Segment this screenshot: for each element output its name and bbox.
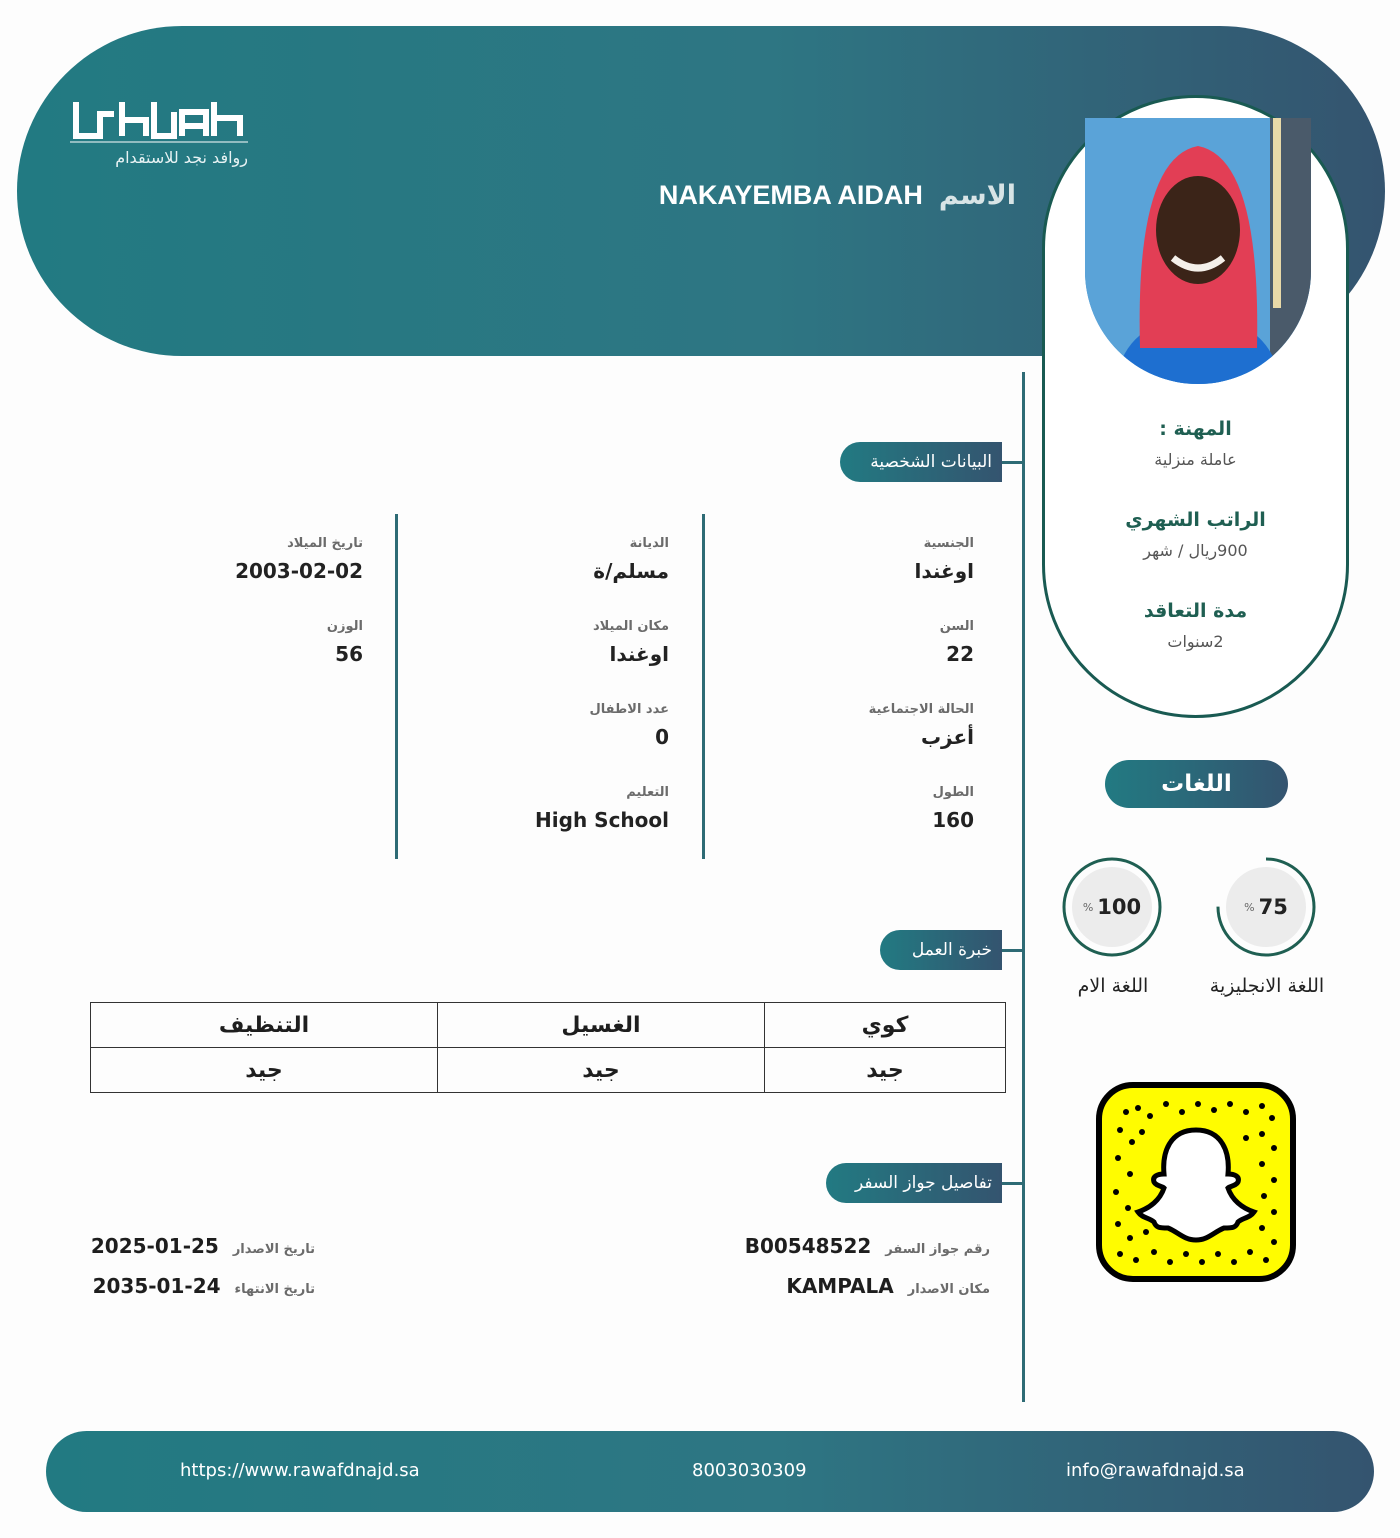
passport-expiry-value: 2035-01-24 xyxy=(92,1274,221,1298)
birthplace-field xyxy=(593,619,669,666)
education-value: High School xyxy=(535,808,669,832)
candidate-name: NAKAYEMBA AIDAH xyxy=(658,180,923,210)
footer-band xyxy=(46,1431,1374,1512)
nationality-label: الجنسية xyxy=(923,536,974,551)
profession-value: عاملة منزلية xyxy=(1154,450,1237,469)
section-experience-title: خبرة العمل xyxy=(880,930,1002,970)
contract-field xyxy=(1045,600,1346,651)
children-value: 0 xyxy=(655,725,669,749)
marital-value: أعزب xyxy=(920,725,974,749)
dob-label: تاريخ الميلاد xyxy=(287,536,363,551)
skills-header-row xyxy=(91,1003,1006,1048)
languages-title: اللغات xyxy=(1105,760,1288,808)
salary-label: الراتب الشهري xyxy=(1125,509,1266,531)
company-logo xyxy=(70,96,250,176)
profession-field xyxy=(1045,418,1346,469)
footer-email-link[interactable]: info@rawafdnajd.sa xyxy=(1066,1460,1245,1481)
age-field xyxy=(940,619,974,666)
passport-expiry-field xyxy=(93,1274,315,1298)
english-percent-sign: % xyxy=(1244,900,1255,914)
skill-cleaning: التنظيف xyxy=(91,1003,438,1048)
children-field xyxy=(590,702,670,749)
nationality-field xyxy=(914,536,974,583)
native-gauge-center xyxy=(1072,867,1152,947)
passport-issue-field xyxy=(91,1234,315,1258)
vertical-divider xyxy=(1022,372,1025,1402)
personal-column-1 xyxy=(702,514,974,859)
passport-number-field xyxy=(745,1234,990,1258)
dob-field xyxy=(235,536,363,583)
profession-label: المهنة : xyxy=(1159,418,1232,440)
passport-expiry-label: تاريخ الانتهاء xyxy=(234,1282,315,1297)
logo-mark-icon xyxy=(70,96,248,144)
weight-field xyxy=(327,619,363,666)
native-percent-value: 100 xyxy=(1097,895,1142,919)
salary-value: 900ريال / شهر xyxy=(1143,541,1248,560)
contract-value: 2سنوات xyxy=(1167,632,1224,651)
education-field xyxy=(535,785,669,832)
native-gauge xyxy=(1060,855,1164,959)
name-label: الاسم xyxy=(938,180,1016,211)
english-percent-value: 75 xyxy=(1258,895,1288,919)
religion-value: مسلم/ة xyxy=(593,559,669,583)
education-label: التعليم xyxy=(626,785,669,800)
candidate-photo xyxy=(1085,118,1311,384)
passport-place-field xyxy=(786,1274,990,1298)
passport-issue-label: تاريخ الاصدار xyxy=(232,1242,315,1257)
age-label: السن xyxy=(939,619,974,634)
section-passport-title: تفاصيل جواز السفر xyxy=(826,1163,1002,1203)
passport-issue-value: 2025-01-25 xyxy=(90,1234,219,1258)
religion-label: الديانة xyxy=(629,536,669,551)
footer-phone[interactable]: 8003030309 xyxy=(692,1460,807,1481)
skill-washing: الغسيل xyxy=(438,1003,765,1048)
weight-value: 56 xyxy=(335,642,363,666)
footer-website-link[interactable]: https://www.rawafdnajd.sa xyxy=(180,1460,420,1481)
personal-column-2 xyxy=(395,514,669,859)
section-personal-title: البيانات الشخصية xyxy=(840,442,1002,482)
weight-label: الوزن xyxy=(326,619,363,634)
marital-label: الحالة الاجتماعية xyxy=(868,702,974,717)
english-label: اللغة الانجليزية xyxy=(1209,975,1325,997)
skill-washing-level: جيد xyxy=(438,1048,765,1093)
birthplace-value: اوغندا xyxy=(609,642,669,666)
contract-label: مدة التعاقد xyxy=(1143,600,1248,622)
native-percent-sign: % xyxy=(1082,900,1094,914)
skill-cleaning-level: جيد xyxy=(91,1048,438,1093)
passport-place-value: KAMPALA xyxy=(786,1274,894,1298)
height-label: الطول xyxy=(932,785,974,800)
dob-value: 2003-02-02 xyxy=(235,559,363,583)
passport-number-value: B00548522 xyxy=(744,1234,872,1258)
snapchat-code[interactable] xyxy=(1096,1082,1296,1282)
height-value: 160 xyxy=(932,808,974,832)
children-label: عدد الاطفال xyxy=(589,702,669,717)
personal-column-3 xyxy=(90,514,363,859)
skills-table xyxy=(90,1002,1006,1093)
birthplace-label: مكان الميلاد xyxy=(592,619,669,634)
marital-field xyxy=(869,702,974,749)
snapchat-ghost-icon xyxy=(1096,1082,1296,1282)
nationality-value: اوغندا xyxy=(914,559,974,583)
native-label: اللغة الام xyxy=(1077,975,1149,997)
religion-field xyxy=(593,536,669,583)
name-row xyxy=(659,180,1016,211)
skill-ironing-level: جيد xyxy=(765,1048,1006,1093)
english-gauge xyxy=(1214,855,1318,959)
salary-field xyxy=(1045,509,1346,560)
skills-level-row xyxy=(91,1048,1006,1093)
height-field xyxy=(932,785,974,832)
passport-place-label: مكان الاصدار xyxy=(907,1282,990,1297)
profile-card xyxy=(1042,95,1349,718)
skill-ironing: كوي xyxy=(765,1003,1006,1048)
passport-number-label: رقم جواز السفر xyxy=(885,1242,990,1257)
logo-tagline: روافد نجد للاستقدام xyxy=(115,148,248,167)
age-value: 22 xyxy=(946,642,974,666)
english-gauge-center xyxy=(1226,867,1306,947)
